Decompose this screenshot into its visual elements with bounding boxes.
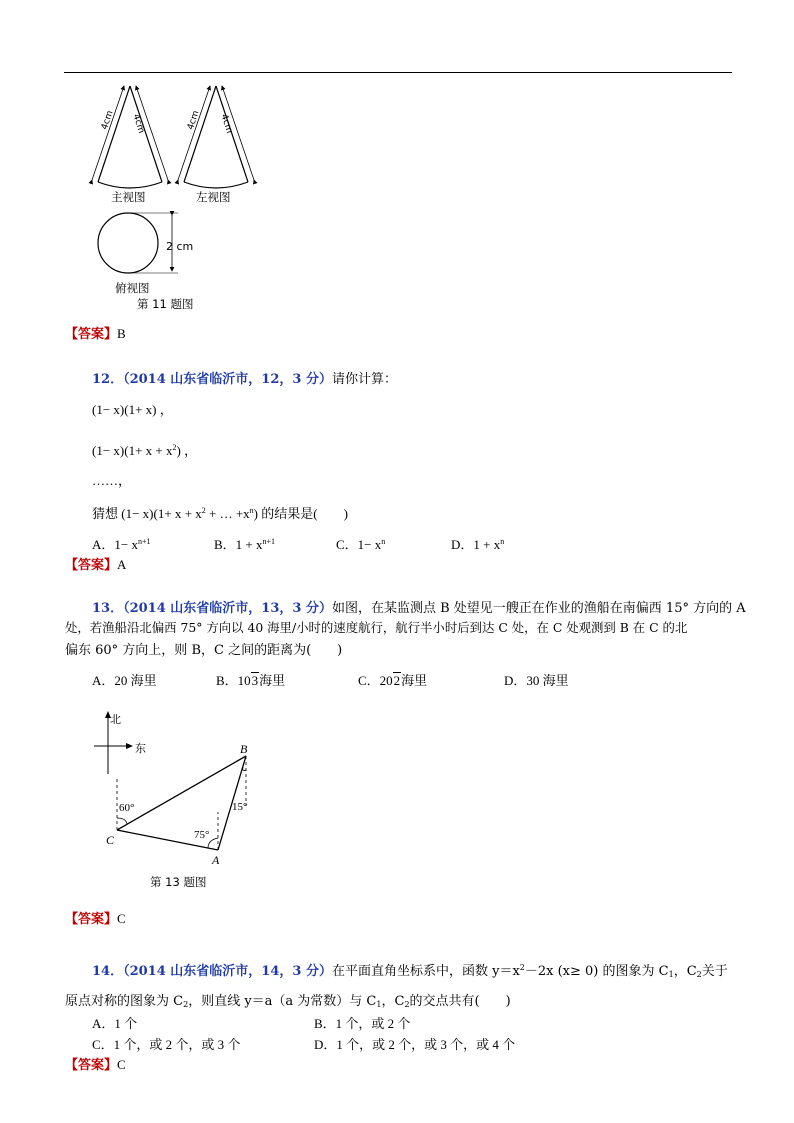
q12-guess-c: ) 的结果是( ) (253, 506, 348, 521)
q14-option-c: C．1 个，或 2 个，或 3 个 (92, 1037, 241, 1052)
q13-option-c-post: 海里 (401, 673, 428, 688)
left-view-length-label-left: 4cm (186, 109, 202, 132)
main-view-triangle (92, 86, 168, 188)
q14-line2-b: ，则直线 y＝a（a 为常数）与 C (188, 994, 377, 1009)
answer-tag: 【答案】 (65, 327, 118, 342)
q13-option-d: D．30 海里 (504, 673, 569, 688)
q14-answer-value: C (117, 1057, 126, 1072)
q12-source: （2014 山东省临沂市，12，3 分） (123, 372, 332, 387)
q13-option-b (216, 670, 285, 689)
left-view-label: 左视图 (196, 190, 231, 204)
q12-guess-exp: 2 (201, 506, 206, 515)
q12-option-a-exp: n+1 (137, 537, 151, 546)
left-view-length-label-right: 4cm (218, 113, 235, 135)
q12-guess (92, 503, 348, 522)
q12-dots: ……， (92, 473, 132, 488)
answer-tag: 【答案】 (65, 558, 118, 573)
point-a-label: A (212, 853, 220, 867)
header-rule (64, 72, 732, 73)
angle-arcs (117, 767, 246, 848)
q13-figure-caption: 第 13 题图 (150, 875, 207, 889)
q12-line2-exp: 2 (172, 443, 177, 452)
q13-line1-text: 如图，在某监测点 B 处望见一艘正在作业的渔船在南偏西 15° 方向的 A (331, 601, 746, 616)
q14-line2-sub1: 1 (376, 1000, 382, 1009)
q11-figure-caption: 第 11 题图 (137, 297, 194, 311)
q14-answer (65, 1054, 126, 1073)
q14-line1-b: －2x (x≥ 0) 的图象为 C (524, 964, 669, 979)
q12-option-d (451, 534, 504, 553)
q14-source: （2014 山东省临沂市，14，3 分） (123, 964, 332, 979)
left-view-triangle (178, 86, 254, 188)
q12-option-d-label: D．1 + x (451, 537, 501, 552)
q12-line2-a: (1− x)(1+ x + x (92, 443, 173, 458)
q12-option-c-exp: n (381, 537, 386, 546)
angle-15-label: 15° (232, 801, 248, 813)
q13-option-a: A．20 海里 (92, 673, 157, 688)
q13-option-b-radicand: 3 (251, 673, 259, 688)
q14-line1-d: 关于 (701, 964, 728, 979)
q13-line2: 处，若渔船沿北偏西 75° 方向以 40 海里/小时的速度航行，航行半小时后到达 C 处，在 C 处观测到 B 在 C 的北 (65, 620, 688, 635)
main-view-length-label-left: 4cm (100, 109, 116, 132)
diameter-label: 2 cm (166, 240, 194, 253)
q14-line1-c: ，C (673, 964, 697, 979)
q13-line1 (92, 597, 746, 616)
q12-option-a (92, 534, 151, 553)
q13-option-c-radicand: 2 (393, 673, 401, 688)
main-view-label: 主视图 (111, 190, 146, 204)
q14-line1 (92, 960, 728, 979)
answer-tag: 【答案】 (65, 1058, 118, 1073)
q12-option-b-exp: n+1 (262, 537, 276, 546)
north-label: 北 (110, 713, 121, 726)
angle-75-label: 75° (194, 829, 210, 841)
q12-option-b-label: B．1 + x (214, 537, 263, 552)
q14-line2-c: ，C (381, 994, 405, 1009)
q12-stem-text: 请你计算： (331, 372, 397, 387)
q14-line2-a: 原点对称的图象为 C (65, 994, 184, 1009)
answer-tag: 【答案】 (65, 912, 118, 927)
q12-line2 (92, 440, 197, 459)
q12-option-d-exp: n (500, 537, 505, 546)
q12-guess-b: + … +x (205, 506, 250, 521)
dashed-guides (117, 756, 246, 850)
q13-navigation-figure (90, 708, 270, 873)
q14-line1-sub2: 2 (696, 970, 702, 979)
q14-line2-sub: 2 (183, 1000, 189, 1009)
top-view-label: 俯视图 (115, 281, 150, 295)
triangle-abc (117, 756, 246, 850)
east-label: 东 (135, 742, 146, 755)
q13-option-b-pre: B．10 (216, 673, 251, 688)
q12-answer (65, 554, 126, 573)
q13-option-c (358, 670, 427, 689)
q13-line3: 偏东 60° 方向上，则 B，C 之间的距离为( ) (65, 643, 343, 658)
q12-guess-exp2: n (249, 506, 254, 515)
point-c-label: C (106, 833, 115, 847)
main-view-length-label-right: 4cm (130, 113, 147, 135)
q14-number: 14． (92, 964, 124, 979)
q14-option-b: B．1 个，或 2 个 (314, 1016, 411, 1031)
q13-option-c-pre: C．20 (358, 673, 393, 688)
q13-source: （2014 山东省临沂市，13，3 分） (123, 601, 332, 616)
q13-answer (65, 908, 126, 927)
q13-number: 13． (92, 601, 124, 616)
q12-option-c (336, 534, 385, 553)
q11-answer (65, 323, 126, 342)
q12-option-c-label: C．1− x (336, 537, 382, 552)
point-b-label: B (240, 742, 248, 756)
q12-guess-a: 猜想 (1− x)(1+ x + x (92, 506, 202, 521)
q12-answer-value: A (117, 557, 127, 572)
q13-answer-value: C (117, 911, 126, 926)
q14-line2-sub2: 2 (404, 1000, 410, 1009)
q12-stem (92, 368, 397, 387)
q13-option-b-post: 海里 (259, 673, 286, 688)
q12-number: 12． (92, 372, 124, 387)
q14-option-d: D．1 个，或 2 个，或 3 个，或 4 个 (314, 1037, 516, 1052)
q14-line1-a: 在平面直角坐标系中，函数 y＝x (331, 964, 520, 979)
q14-line1-sub1: 1 (668, 970, 674, 979)
q14-line2 (65, 990, 511, 1009)
q14-line2-d: 的交点共有( ) (409, 994, 511, 1009)
angle-60-label: 60° (119, 802, 135, 814)
q12-option-a-label: A．1− x (92, 537, 138, 552)
q14-line1-exp: 2 (519, 963, 525, 972)
q11-answer-value: B (117, 326, 126, 341)
q12-option-b (214, 534, 275, 553)
q14-option-a: A．1 个 (92, 1016, 138, 1031)
q12-line2-b: ) ， (176, 443, 198, 458)
q12-line1: (1− x)(1+ x) ， (92, 402, 173, 417)
